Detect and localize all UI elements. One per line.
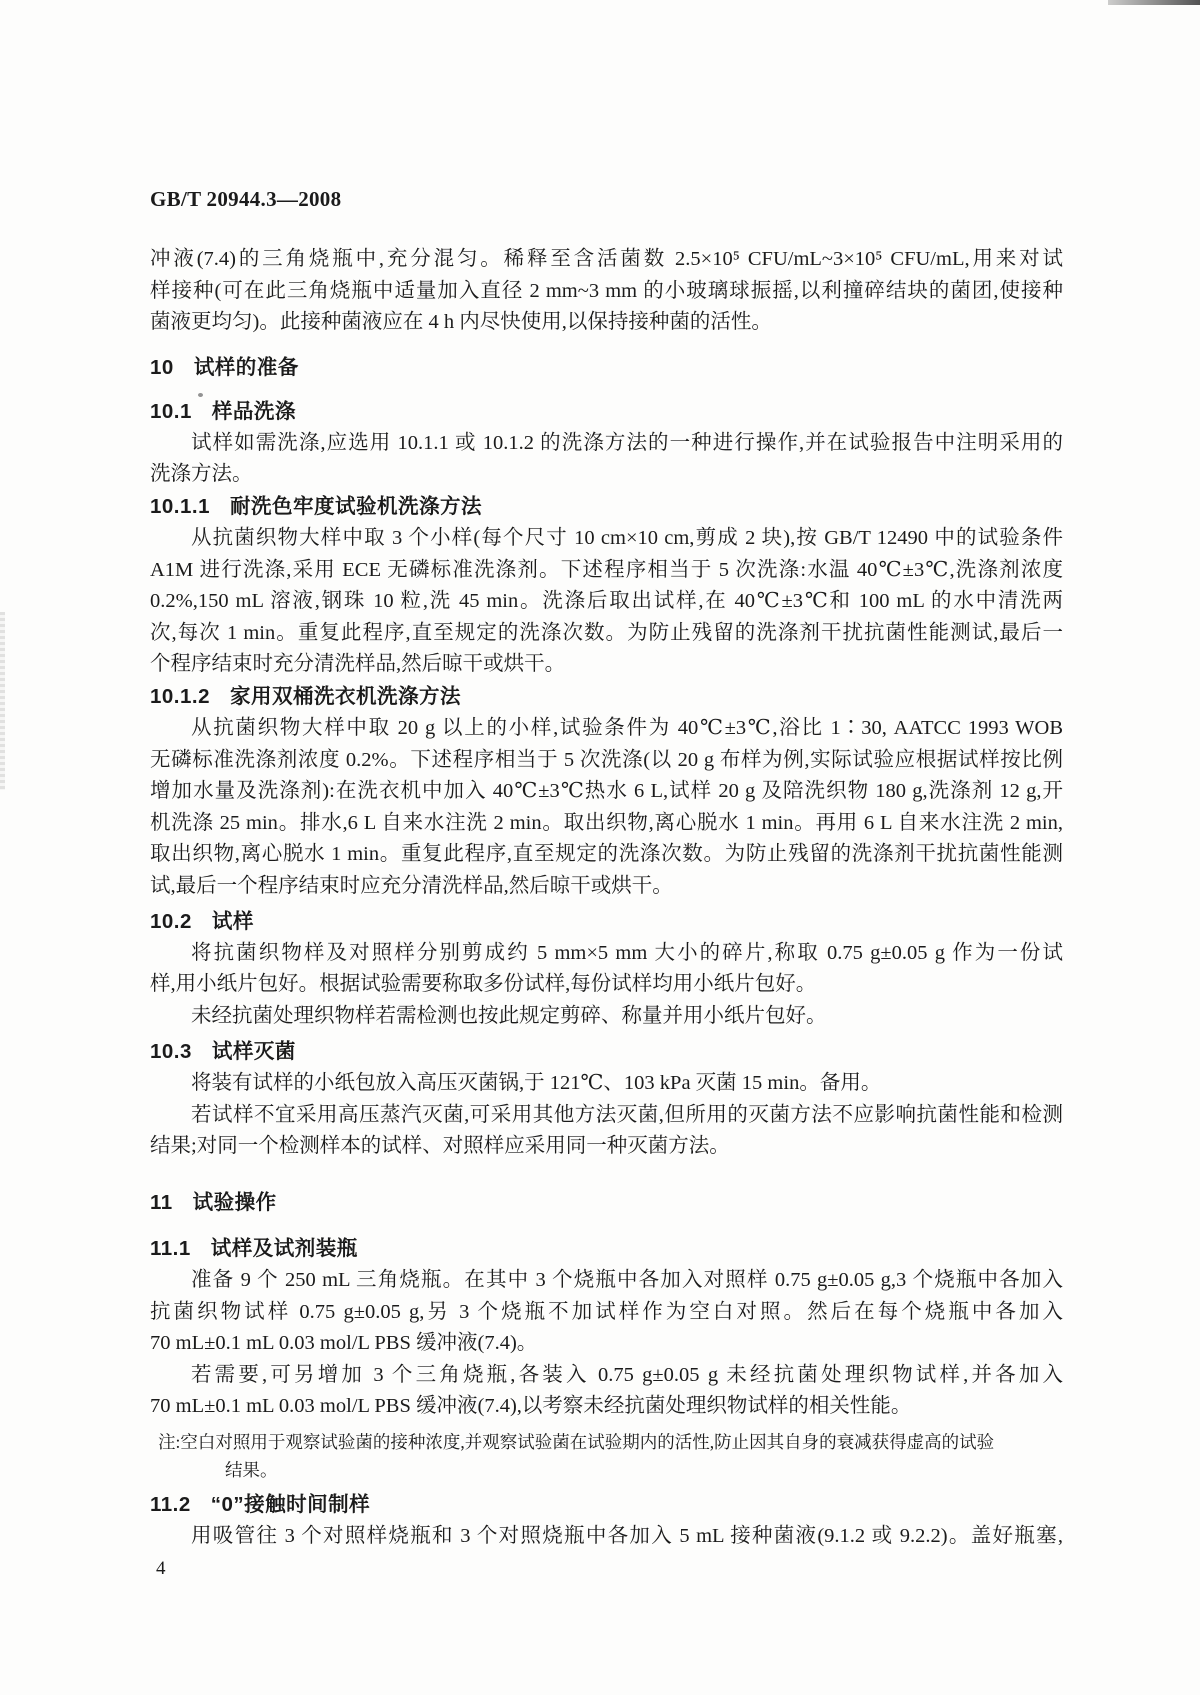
paragraph-line: 结果;对同一个检测样本的试样、对照样应采用同一种灭菌方法。 [150,1135,730,1158]
heading-title: “0”接触时间制样 [210,1493,371,1517]
heading-number: 10.1.1 [150,494,210,518]
heading-number: 10.2 [150,909,192,933]
paragraph-10-2-b [150,1001,1063,1033]
heading-number: 10.1 [150,399,192,423]
paragraph-line: 洗涤方法。 [150,463,253,486]
heading-title: 试验操作 [192,1191,277,1215]
heading-10-1-1 [150,491,1063,523]
heading-title: 样品洗涤 [211,399,296,423]
heading-title: 试样的准备 [193,355,299,379]
standard-code-header: GB/T 20944.3—2008 [150,187,342,211]
heading-10-2 [150,906,1063,938]
heading-title: 耐洗色牢度试验机洗涤方法 [230,494,482,518]
paragraph-line: 试,最后一个程序结束时应充分清洗样品,然后晾干或烘干。 [150,874,673,897]
paragraph-10-3-a [150,1068,1063,1100]
heading-number: 10 [150,355,174,379]
paragraph-line: 抗菌织物试样 0.75 g±0.05 g,另 3 个烧瓶不加试样作为空白对照。然后在每个烧瓶中各加入 [150,1300,1063,1323]
heading-10-1 [150,396,1063,428]
scan-artifact-left-streak [0,612,5,790]
paragraph-line: 若需要,可另增加 3 个三角烧瓶,各装入 0.75 g±0.05 g 未经抗菌处理织物试样,并各加入 [191,1363,1063,1386]
paragraph-line: 将装有试样的小纸包放入高压灭菌锅,于 121℃、103 kPa 灭菌 15 min。备用。 [191,1072,882,1095]
paragraph-line: 从抗菌织物大样中取 3 个小样(每个尺寸 10 cm×10 cm,剪成 2 块),按 GB/T 12490 中的试验条件 [191,526,1063,549]
paragraph-10-3-b [150,1100,1063,1163]
note-line: 注:空白对照用于观察试验菌的接种浓度,并观察试验菌在试验期内的活性,防止因其自身的衰减获得虚高的试验 [158,1432,995,1453]
heading-11 [150,1187,1063,1219]
heading-title: 家用双桶洗衣机洗涤方法 [230,684,461,708]
paragraph-line: 70 mL±0.1 mL 0.03 mol/L PBS 缓冲液(7.4),以考察未经抗菌处理织物试样的相关性能。 [150,1395,912,1418]
paragraph-10-1-2 [150,713,1063,903]
heading-title: 试样及试剂装瓶 [210,1237,358,1261]
note-line: 结果。 [225,1460,278,1481]
heading-number: 11 [150,1191,173,1215]
heading-10-3 [150,1036,1063,1068]
paragraph-10-1 [150,428,1063,491]
scan-artifact-top-right [1108,0,1200,5]
heading-10 [150,352,1063,384]
paragraph-line: 若试样不宜采用高压蒸汽灭菌,可采用其他方法灭菌,但所用的灭菌方法不应影响抗菌性能和检测 [191,1103,1063,1126]
paragraph-line: 样接种(可在此三角烧瓶中适量加入直径 2 mm~3 mm 的小玻璃球振摇,以利撞碎结块的菌团,使接种 [150,279,1063,302]
paragraph-line: 机洗涤 25 min。排水,6 L 自来水注洗 2 min。取出织物,离心脱水 1 min。再用 6 L 自来水注洗 2 min, [150,811,1063,834]
heading-number: 11.1 [150,1237,191,1261]
heading-number: 11.2 [150,1493,191,1517]
paragraph-10-1-1 [150,523,1063,681]
paragraph-line: 次,每次 1 min。重复此程序,直至规定的洗涤次数。为防止残留的洗涤剂干扰抗菌性能测试,最后一 [150,621,1063,644]
heading-10-1-2 [150,681,1063,713]
paragraph-11-1-a [150,1265,1063,1360]
heading-11-1 [150,1233,1063,1265]
heading-11-2 [150,1489,1063,1521]
paragraph-continued [150,244,1063,339]
paragraph-line: A1M 进行洗涤,采用 ECE 无磷标准洗涤剂。下述程序相当于 5 次洗涤:水温 40℃±3℃,洗涤剂浓度 [150,558,1063,581]
heading-number: 10.1.2 [150,684,210,708]
paragraph-line: 菌液更均匀)。此接种菌液应在 4 h 内尽快使用,以保持接种菌的活性。 [150,311,772,334]
paragraph-10-2-a [150,938,1063,1001]
heading-title: 试样灭菌 [211,1040,296,1064]
heading-title: 试样 [211,909,254,933]
paragraph-line: 冲液(7.4)的三角烧瓶中,充分混匀。稀释至含活菌数 2.5×10⁵ CFU/mL~3×10⁵ CFU/mL,用来对试 [150,248,1063,270]
paragraph-line: 个程序结束时充分清洗样品,然后晾干或烘干。 [150,653,566,676]
paragraph-line: 准备 9 个 250 mL 三角烧瓶。在其中 3 个烧瓶中各加入对照样 0.75 g±0.05 g,3 个烧瓶中各加入 [191,1269,1063,1292]
paragraph-line: 用吸管往 3 个对照样烧瓶和 3 个对照烧瓶中各加入 5 mL 接种菌液(9.1.2 或 9.2.2)。盖好瓶塞, [191,1525,1063,1548]
paragraph-line: 70 mL±0.1 mL 0.03 mol/L PBS 缓冲液(7.4)。 [150,1332,538,1355]
paragraph-line: 样,用小纸片包好。根据试验需要称取多份试样,每份试样均用小纸片包好。 [150,973,817,996]
note-block [150,1428,1063,1484]
paragraph-line: 未经抗菌处理织物样若需检测也按此规定剪碎、称量并用小纸片包好。 [191,1004,827,1027]
paragraph-line: 无磷标准洗涤剂浓度 0.2%。下述程序相当于 5 次洗涤(以 20 g 布样为例,实际试验应根据试样按比例 [150,748,1063,771]
text-block [150,0,1063,1581]
paragraph-11-1-b [150,1360,1063,1423]
paragraph-11-2 [150,1521,1063,1553]
paragraph-line: 将抗菌织物样及对照样分别剪成约 5 mm×5 mm 大小的碎片,称取 0.75 g±0.05 g 作为一份试 [191,941,1063,964]
heading-number: 10.3 [150,1040,192,1064]
paragraph-line: 试样如需洗涤,应选用 10.1.1 或 10.1.2 的洗涤方法的一种进行操作,并在试验报告中注明采用的 [191,431,1063,454]
paragraph-line: 从抗菌织物大样中取 20 g 以上的小样,试验条件为 40℃±3℃,浴比 1∶30, AATCC 1993 WOB [191,716,1063,739]
paragraph-line: 增加水量及洗涤剂):在洗衣机中加入 40℃±3℃热水 6 L,试样 20 g 及陪洗织物 180 g,洗涤剂 12 g,开 [150,780,1063,803]
paragraph-line: 0.2%,150 mL 溶液,钢珠 10 粒,洗 45 min。洗涤后取出试样,在 40℃±3℃和 100 mL 的水中清洗两 [150,590,1063,613]
paragraph-line: 取出织物,离心脱水 1 min。重复此程序,直至规定的洗涤次数。为防止残留的洗涤剂干扰抗菌性能测 [150,843,1063,866]
page-number: 4 [156,1558,166,1579]
